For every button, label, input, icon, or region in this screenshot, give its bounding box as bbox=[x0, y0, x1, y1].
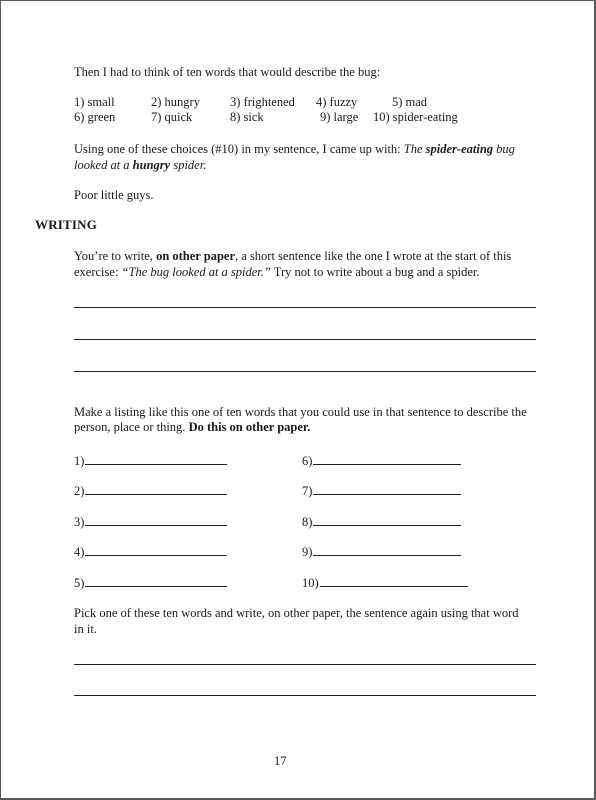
instruction-text: You’re to write, bbox=[74, 249, 157, 263]
instruction-text: Try not to write about a bug and a spider. bbox=[270, 265, 480, 279]
example-italic: looked at a bbox=[74, 158, 133, 172]
example-bold-word: hungry bbox=[132, 158, 171, 172]
blank-label: 4) bbox=[74, 545, 85, 559]
blank-item-5 bbox=[74, 574, 227, 591]
intro-text: Then I had to think of ten words that would describe the bug: bbox=[74, 65, 381, 79]
blank-line[interactable] bbox=[85, 543, 227, 556]
writing-line-3[interactable] bbox=[74, 371, 536, 372]
writing-line-4[interactable] bbox=[74, 664, 536, 665]
blank-label: 10) bbox=[302, 576, 319, 590]
blank-item-6 bbox=[302, 452, 461, 469]
word-7: 7) quick bbox=[151, 110, 193, 124]
blank-item-9 bbox=[302, 543, 461, 560]
instruction-2-line-1: Make a listing like this one of ten words that you could use in that sentence to describe the bbox=[74, 405, 527, 419]
word-2: 2) hungry bbox=[151, 95, 200, 109]
writing-line-1[interactable] bbox=[74, 307, 536, 308]
instruction-text: person, place or thing. bbox=[74, 420, 189, 434]
blank-line[interactable] bbox=[313, 513, 461, 526]
example-italic: The bbox=[403, 142, 426, 156]
blank-line[interactable] bbox=[313, 482, 461, 495]
blank-item-4 bbox=[74, 543, 227, 560]
instruction-bold: Do this on other paper. bbox=[188, 420, 311, 434]
blank-item-8 bbox=[302, 513, 461, 530]
blank-label: 7) bbox=[302, 484, 313, 498]
blank-label: 6) bbox=[302, 454, 313, 468]
instruction-1-line-2 bbox=[74, 264, 480, 280]
worksheet-page bbox=[1, 1, 594, 798]
example-bold-word: spider-eating bbox=[425, 142, 494, 156]
blank-line[interactable] bbox=[313, 452, 461, 465]
word-6: 6) green bbox=[74, 110, 116, 124]
blank-line[interactable] bbox=[85, 452, 227, 465]
blank-item-7 bbox=[302, 482, 461, 499]
blank-label: 5) bbox=[74, 576, 85, 590]
word-1: 1) small bbox=[74, 95, 115, 109]
blank-item-2 bbox=[74, 482, 227, 499]
instruction-2-line-2 bbox=[74, 419, 310, 435]
section-heading: WRITING bbox=[35, 217, 98, 232]
blank-label: 1) bbox=[74, 454, 85, 468]
choice-sentence-line-2 bbox=[74, 157, 206, 173]
example-italic: bug bbox=[493, 142, 515, 156]
word-10: 10) spider-eating bbox=[373, 110, 458, 124]
blank-item-1 bbox=[74, 452, 227, 469]
example-italic: spider. bbox=[170, 158, 207, 172]
instruction-1-line-1 bbox=[74, 248, 511, 264]
instruction-quote: “The bug looked at a spider.” bbox=[121, 265, 271, 279]
blank-item-10 bbox=[302, 574, 468, 591]
page-number: 17 bbox=[274, 754, 287, 768]
word-5: 5) mad bbox=[392, 95, 428, 109]
instruction-3-line-2: in it. bbox=[74, 622, 97, 636]
word-4: 4) fuzzy bbox=[316, 95, 358, 109]
word-8: 8) sick bbox=[230, 110, 264, 124]
blank-line[interactable] bbox=[320, 574, 468, 587]
blank-label: 9) bbox=[302, 545, 313, 559]
blank-line[interactable] bbox=[85, 482, 227, 495]
instruction-bold: on other paper bbox=[156, 249, 235, 263]
blank-line[interactable] bbox=[85, 513, 227, 526]
writing-line-5[interactable] bbox=[74, 695, 536, 696]
instruction-3-line-1: Pick one of these ten words and write, on other paper, the sentence again using that word bbox=[74, 606, 519, 620]
blank-label: 2) bbox=[74, 484, 85, 498]
instruction-text: exercise: bbox=[74, 265, 122, 279]
word-3: 3) frightened bbox=[230, 95, 295, 109]
writing-line-2[interactable] bbox=[74, 339, 536, 340]
blank-label: 3) bbox=[74, 515, 85, 529]
blank-line[interactable] bbox=[85, 574, 227, 587]
choice-prefix: Using one of these choices (#10) in my sentence, I came up with: bbox=[74, 142, 404, 156]
blank-line[interactable] bbox=[313, 543, 461, 556]
word-9: 9) large bbox=[320, 110, 359, 124]
instruction-text: , a short sentence like the one I wrote at the start of this bbox=[235, 249, 512, 263]
choice-sentence-line-1 bbox=[74, 141, 515, 157]
poor-guys-text: Poor little guys. bbox=[74, 188, 154, 202]
blank-item-3 bbox=[74, 513, 227, 530]
blank-label: 8) bbox=[302, 515, 313, 529]
